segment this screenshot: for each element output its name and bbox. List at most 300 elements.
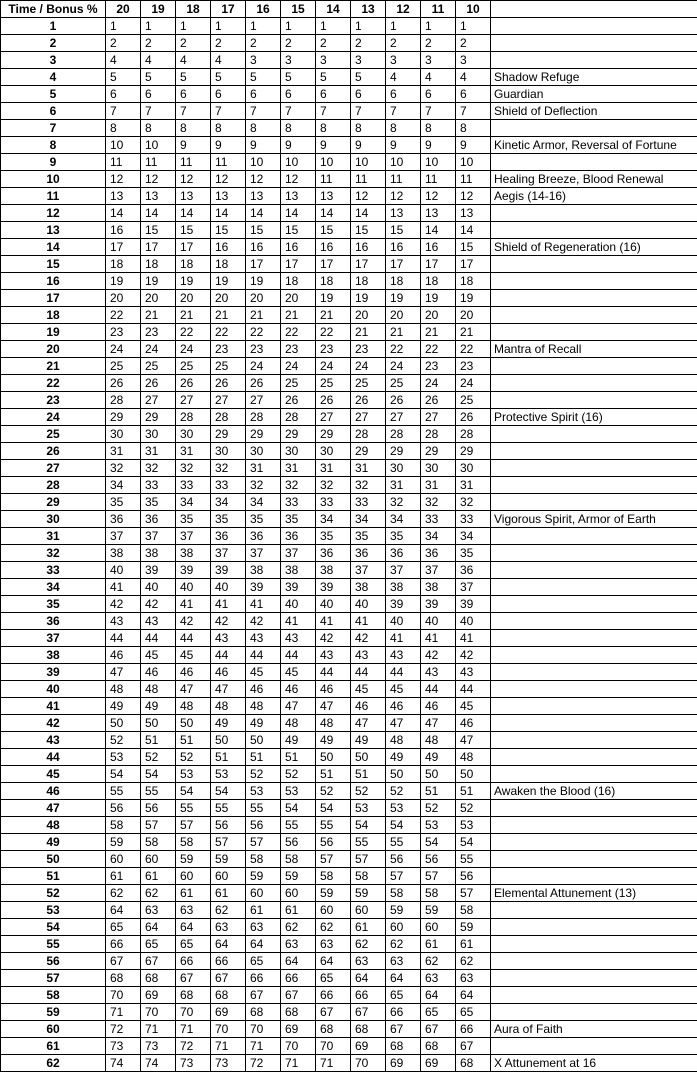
table-cell: 34 [211, 494, 246, 511]
table-cell: 48 [176, 698, 211, 715]
row-time-label: 12 [1, 205, 106, 222]
table-cell: 18 [351, 273, 386, 290]
table-cell: 43 [106, 613, 141, 630]
table-cell: 2 [386, 35, 421, 52]
table-cell: 35 [106, 494, 141, 511]
table-cell: 26 [246, 375, 281, 392]
table-row [1, 902, 697, 919]
table-cell: 55 [281, 817, 316, 834]
row-time-label: 41 [1, 698, 106, 715]
table-row [1, 358, 697, 375]
table-cell: 22 [316, 324, 351, 341]
table-cell: 64 [281, 953, 316, 970]
table-cell: 60 [176, 868, 211, 885]
table-cell: 36 [316, 545, 351, 562]
skill-note [491, 579, 697, 596]
table-cell: 35 [211, 511, 246, 528]
table-cell: 44 [106, 630, 141, 647]
table-cell: 66 [246, 970, 281, 987]
table-cell: 65 [421, 1004, 456, 1021]
table-cell: 17 [421, 256, 456, 273]
table-cell: 46 [456, 715, 491, 732]
table-cell: 58 [141, 834, 176, 851]
table-cell: 11 [386, 171, 421, 188]
table-cell: 64 [211, 936, 246, 953]
table-cell: 8 [176, 120, 211, 137]
column-header: 12 [386, 1, 421, 18]
table-cell: 63 [421, 970, 456, 987]
table-cell: 56 [386, 851, 421, 868]
table-cell: 13 [246, 188, 281, 205]
row-time-label: 39 [1, 664, 106, 681]
table-cell: 22 [176, 324, 211, 341]
row-time-label: 57 [1, 970, 106, 987]
table-cell: 9 [351, 137, 386, 154]
table-cell: 26 [421, 392, 456, 409]
table-cell: 52 [281, 766, 316, 783]
row-time-label: 20 [1, 341, 106, 358]
table-cell: 30 [246, 443, 281, 460]
table-cell: 58 [281, 851, 316, 868]
skill-note: Shield of Regeneration (16) [491, 239, 697, 256]
table-cell: 14 [421, 222, 456, 239]
skill-note [491, 596, 697, 613]
table-cell: 45 [456, 698, 491, 715]
table-cell: 68 [141, 970, 176, 987]
column-header: 13 [351, 1, 386, 18]
table-cell: 46 [176, 664, 211, 681]
skill-note [491, 205, 697, 222]
table-cell: 71 [211, 1038, 246, 1055]
table-cell: 40 [316, 596, 351, 613]
table-cell: 23 [351, 341, 386, 358]
table-cell: 35 [351, 528, 386, 545]
table-cell: 43 [456, 664, 491, 681]
skill-note [491, 851, 697, 868]
table-cell: 44 [176, 630, 211, 647]
table-cell: 67 [246, 987, 281, 1004]
table-cell: 20 [421, 307, 456, 324]
table-cell: 46 [106, 647, 141, 664]
row-time-label: 62 [1, 1055, 106, 1072]
column-header: 19 [141, 1, 176, 18]
table-row [1, 613, 697, 630]
table-cell: 15 [141, 222, 176, 239]
table-cell: 59 [106, 834, 141, 851]
table-cell: 65 [141, 936, 176, 953]
table-cell: 57 [316, 851, 351, 868]
table-cell: 15 [456, 239, 491, 256]
table-cell: 22 [386, 341, 421, 358]
table-cell: 24 [176, 341, 211, 358]
table-cell: 48 [386, 732, 421, 749]
table-cell: 58 [106, 817, 141, 834]
table-cell: 39 [316, 579, 351, 596]
row-time-label: 18 [1, 307, 106, 324]
table-cell: 54 [176, 783, 211, 800]
table-cell: 36 [351, 545, 386, 562]
table-row [1, 18, 697, 35]
skill-note [491, 936, 697, 953]
table-cell: 24 [106, 341, 141, 358]
table-cell: 29 [106, 409, 141, 426]
table-cell: 28 [246, 409, 281, 426]
table-cell: 1 [141, 18, 176, 35]
table-cell: 59 [456, 919, 491, 936]
table-row [1, 698, 697, 715]
skill-note [491, 273, 697, 290]
table-cell: 49 [351, 732, 386, 749]
table-cell: 21 [176, 307, 211, 324]
table-cell: 19 [211, 273, 246, 290]
table-cell: 62 [106, 885, 141, 902]
row-time-label: 43 [1, 732, 106, 749]
table-row [1, 86, 697, 103]
table-cell: 12 [456, 188, 491, 205]
table-cell: 54 [421, 834, 456, 851]
table-cell: 52 [246, 766, 281, 783]
table-cell: 38 [141, 545, 176, 562]
table-cell: 4 [141, 52, 176, 69]
skill-note: Vigorous Spirit, Armor of Earth [491, 511, 697, 528]
table-cell: 15 [211, 222, 246, 239]
row-time-label: 7 [1, 120, 106, 137]
skill-note [491, 256, 697, 273]
table-cell: 23 [421, 358, 456, 375]
table-cell: 59 [211, 851, 246, 868]
table-cell: 57 [351, 851, 386, 868]
table-cell: 40 [351, 596, 386, 613]
row-time-label: 11 [1, 188, 106, 205]
table-cell: 2 [176, 35, 211, 52]
table-cell: 26 [351, 392, 386, 409]
table-cell: 42 [211, 613, 246, 630]
table-cell: 71 [106, 1004, 141, 1021]
table-cell: 72 [176, 1038, 211, 1055]
table-cell: 21 [211, 307, 246, 324]
table-cell: 17 [106, 239, 141, 256]
table-cell: 24 [421, 375, 456, 392]
table-cell: 26 [281, 392, 316, 409]
table-cell: 42 [351, 630, 386, 647]
table-cell: 17 [386, 256, 421, 273]
table-cell: 26 [386, 392, 421, 409]
table-cell: 8 [141, 120, 176, 137]
table-cell: 10 [141, 137, 176, 154]
table-cell: 72 [246, 1055, 281, 1072]
table-cell: 61 [106, 868, 141, 885]
row-time-label: 40 [1, 681, 106, 698]
table-cell: 6 [386, 86, 421, 103]
table-cell: 19 [456, 290, 491, 307]
row-time-label: 22 [1, 375, 106, 392]
table-cell: 16 [421, 239, 456, 256]
table-cell: 57 [386, 868, 421, 885]
table-cell: 53 [351, 800, 386, 817]
table-cell: 7 [351, 103, 386, 120]
skill-note [491, 749, 697, 766]
table-cell: 55 [106, 783, 141, 800]
skill-note [491, 1004, 697, 1021]
table-cell: 27 [351, 409, 386, 426]
table-cell: 37 [386, 562, 421, 579]
table-cell: 33 [351, 494, 386, 511]
table-row [1, 426, 697, 443]
table-cell: 1 [176, 18, 211, 35]
row-time-label: 9 [1, 154, 106, 171]
table-row [1, 324, 697, 341]
table-cell: 46 [421, 698, 456, 715]
table-cell: 68 [176, 987, 211, 1004]
table-cell: 33 [141, 477, 176, 494]
table-cell: 25 [106, 358, 141, 375]
table-cell: 25 [351, 375, 386, 392]
table-row [1, 936, 697, 953]
table-cell: 66 [106, 936, 141, 953]
table-cell: 29 [211, 426, 246, 443]
table-cell: 11 [141, 154, 176, 171]
row-time-label: 35 [1, 596, 106, 613]
table-cell: 31 [456, 477, 491, 494]
table-cell: 37 [351, 562, 386, 579]
table-cell: 59 [281, 868, 316, 885]
table-cell: 68 [456, 1055, 491, 1072]
table-cell: 4 [421, 69, 456, 86]
table-cell: 7 [176, 103, 211, 120]
table-cell: 65 [246, 953, 281, 970]
table-cell: 50 [176, 715, 211, 732]
row-time-label: 42 [1, 715, 106, 732]
row-time-label: 4 [1, 69, 106, 86]
table-cell: 3 [316, 52, 351, 69]
skill-note: Healing Breeze, Blood Renewal [491, 171, 697, 188]
table-cell: 2 [211, 35, 246, 52]
table-cell: 50 [246, 732, 281, 749]
table-cell: 28 [421, 426, 456, 443]
table-cell: 73 [141, 1038, 176, 1055]
table-row [1, 800, 697, 817]
table-cell: 45 [386, 681, 421, 698]
table-cell: 7 [246, 103, 281, 120]
table-cell: 51 [141, 732, 176, 749]
table-row [1, 137, 697, 154]
table-row [1, 273, 697, 290]
table-cell: 70 [141, 1004, 176, 1021]
table-cell: 32 [456, 494, 491, 511]
table-row [1, 120, 697, 137]
table-cell: 2 [421, 35, 456, 52]
table-cell: 44 [386, 664, 421, 681]
table-cell: 35 [246, 511, 281, 528]
table-cell: 66 [281, 970, 316, 987]
table-cell: 67 [351, 1004, 386, 1021]
table-cell: 12 [211, 171, 246, 188]
table-cell: 55 [386, 834, 421, 851]
table-cell: 42 [456, 647, 491, 664]
table-cell: 26 [456, 409, 491, 426]
table-cell: 6 [246, 86, 281, 103]
table-cell: 24 [386, 358, 421, 375]
row-time-label: 36 [1, 613, 106, 630]
table-cell: 68 [246, 1004, 281, 1021]
skill-note [491, 919, 697, 936]
table-cell: 15 [176, 222, 211, 239]
table-cell: 39 [211, 562, 246, 579]
table-cell: 10 [421, 154, 456, 171]
skill-note [491, 52, 697, 69]
table-cell: 4 [456, 69, 491, 86]
table-cell: 31 [351, 460, 386, 477]
table-cell: 33 [316, 494, 351, 511]
table-cell: 36 [421, 545, 456, 562]
table-cell: 16 [351, 239, 386, 256]
row-time-label: 49 [1, 834, 106, 851]
table-cell: 54 [456, 834, 491, 851]
table-cell: 20 [386, 307, 421, 324]
skill-note: Shield of Deflection [491, 103, 697, 120]
table-row [1, 596, 697, 613]
table-cell: 68 [106, 970, 141, 987]
table-cell: 39 [421, 596, 456, 613]
table-cell: 29 [141, 409, 176, 426]
table-cell: 16 [386, 239, 421, 256]
table-cell: 73 [176, 1055, 211, 1072]
table-cell: 38 [421, 579, 456, 596]
table-row [1, 103, 697, 120]
table-cell: 49 [211, 715, 246, 732]
table-cell: 67 [316, 1004, 351, 1021]
table-cell: 10 [316, 154, 351, 171]
table-cell: 48 [106, 681, 141, 698]
row-time-label: 23 [1, 392, 106, 409]
table-cell: 21 [351, 324, 386, 341]
table-cell: 19 [246, 273, 281, 290]
table-row [1, 783, 697, 800]
table-cell: 68 [281, 1004, 316, 1021]
table-cell: 36 [141, 511, 176, 528]
table-cell: 64 [106, 902, 141, 919]
row-time-label: 58 [1, 987, 106, 1004]
table-cell: 61 [281, 902, 316, 919]
table-cell: 42 [141, 596, 176, 613]
table-cell: 9 [316, 137, 351, 154]
row-time-label: 14 [1, 239, 106, 256]
table-cell: 64 [176, 919, 211, 936]
table-cell: 25 [281, 375, 316, 392]
table-cell: 2 [316, 35, 351, 52]
table-cell: 1 [106, 18, 141, 35]
table-cell: 11 [421, 171, 456, 188]
row-time-label: 34 [1, 579, 106, 596]
table-cell: 23 [141, 324, 176, 341]
table-cell: 52 [421, 800, 456, 817]
table-cell: 62 [421, 953, 456, 970]
table-cell: 32 [106, 460, 141, 477]
table-cell: 29 [316, 426, 351, 443]
row-time-label: 53 [1, 902, 106, 919]
table-cell: 4 [106, 52, 141, 69]
table-cell: 62 [141, 885, 176, 902]
table-cell: 37 [281, 545, 316, 562]
table-cell: 43 [386, 647, 421, 664]
table-row [1, 307, 697, 324]
table-cell: 42 [106, 596, 141, 613]
table-cell: 63 [176, 902, 211, 919]
row-time-label: 16 [1, 273, 106, 290]
table-cell: 8 [421, 120, 456, 137]
table-cell: 38 [176, 545, 211, 562]
skill-note: Elemental Attunement (13) [491, 885, 697, 902]
table-cell: 7 [106, 103, 141, 120]
table-cell: 9 [176, 137, 211, 154]
skill-note [491, 987, 697, 1004]
table-cell: 6 [456, 86, 491, 103]
table-cell: 40 [421, 613, 456, 630]
table-cell: 28 [456, 426, 491, 443]
row-time-label: 44 [1, 749, 106, 766]
skill-note [491, 426, 697, 443]
table-cell: 14 [106, 205, 141, 222]
table-row [1, 1021, 697, 1038]
table-cell: 23 [456, 358, 491, 375]
table-cell: 9 [246, 137, 281, 154]
row-time-label: 19 [1, 324, 106, 341]
table-cell: 8 [386, 120, 421, 137]
table-cell: 12 [281, 171, 316, 188]
row-time-label: 55 [1, 936, 106, 953]
table-cell: 35 [386, 528, 421, 545]
table-cell: 64 [351, 970, 386, 987]
table-cell: 12 [351, 188, 386, 205]
table-cell: 9 [281, 137, 316, 154]
table-cell: 64 [141, 919, 176, 936]
table-cell: 66 [211, 953, 246, 970]
table-cell: 30 [211, 443, 246, 460]
table-cell: 62 [456, 953, 491, 970]
table-cell: 1 [386, 18, 421, 35]
table-cell: 40 [141, 579, 176, 596]
column-header: 10 [456, 1, 491, 18]
table-cell: 55 [456, 851, 491, 868]
table-cell: 68 [316, 1021, 351, 1038]
table-cell: 13 [456, 205, 491, 222]
table-row [1, 664, 697, 681]
table-cell: 28 [281, 409, 316, 426]
table-cell: 24 [281, 358, 316, 375]
table-row [1, 987, 697, 1004]
table-row [1, 647, 697, 664]
table-cell: 28 [106, 392, 141, 409]
table-cell: 51 [316, 766, 351, 783]
table-cell: 31 [421, 477, 456, 494]
table-cell: 49 [106, 698, 141, 715]
skill-note [491, 630, 697, 647]
table-cell: 57 [246, 834, 281, 851]
table-cell: 14 [316, 205, 351, 222]
table-cell: 27 [386, 409, 421, 426]
table-cell: 3 [281, 52, 316, 69]
table-row [1, 341, 697, 358]
skill-note [491, 18, 697, 35]
table-cell: 20 [106, 290, 141, 307]
row-time-label: 59 [1, 1004, 106, 1021]
table-cell: 56 [421, 851, 456, 868]
table-cell: 67 [421, 1021, 456, 1038]
table-row [1, 511, 697, 528]
table-cell: 60 [211, 868, 246, 885]
table-row [1, 1004, 697, 1021]
skill-note [491, 460, 697, 477]
